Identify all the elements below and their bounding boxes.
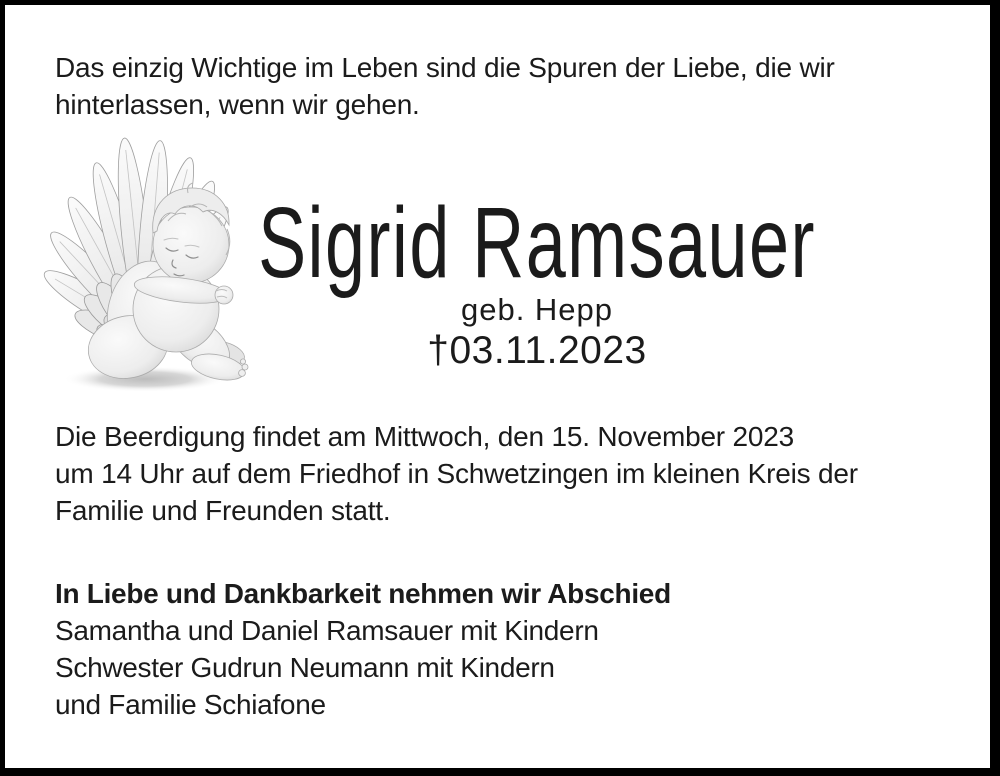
- funeral-line-2: um 14 Uhr auf dem Friedhof in Schwetzingen im kleinen Kreis der: [55, 458, 858, 489]
- farewell-block: [55, 575, 671, 723]
- death-date: †03.11.2023: [427, 329, 647, 372]
- mourner-line-1: Samantha und Daniel Ramsauer mit Kindern: [55, 615, 599, 646]
- quote-line-1: Das einzig Wichtige im Leben sind die Spuren der Liebe, die wir: [55, 52, 835, 83]
- mourner-line-3: und Familie Schiafone: [55, 689, 326, 720]
- deceased-name: Sigrid Ramsauer: [258, 187, 816, 299]
- maiden-name: geb. Hepp: [460, 292, 614, 327]
- mourner-line-2: Schwester Gudrun Neumann mit Kindern: [55, 652, 555, 683]
- funeral-line-1: Die Beerdigung findet am Mittwoch, den 15. November 2023: [55, 421, 795, 452]
- deceased-block: [137, 187, 937, 373]
- farewell-heading: In Liebe und Dankbarkeit nehmen wir Abschied: [55, 578, 671, 609]
- funeral-line-3: Familie und Freunden statt.: [55, 495, 391, 526]
- funeral-details: [55, 418, 858, 529]
- opening-quote: [55, 49, 835, 123]
- quote-line-2: hinterlassen, wenn wir gehen.: [55, 89, 420, 120]
